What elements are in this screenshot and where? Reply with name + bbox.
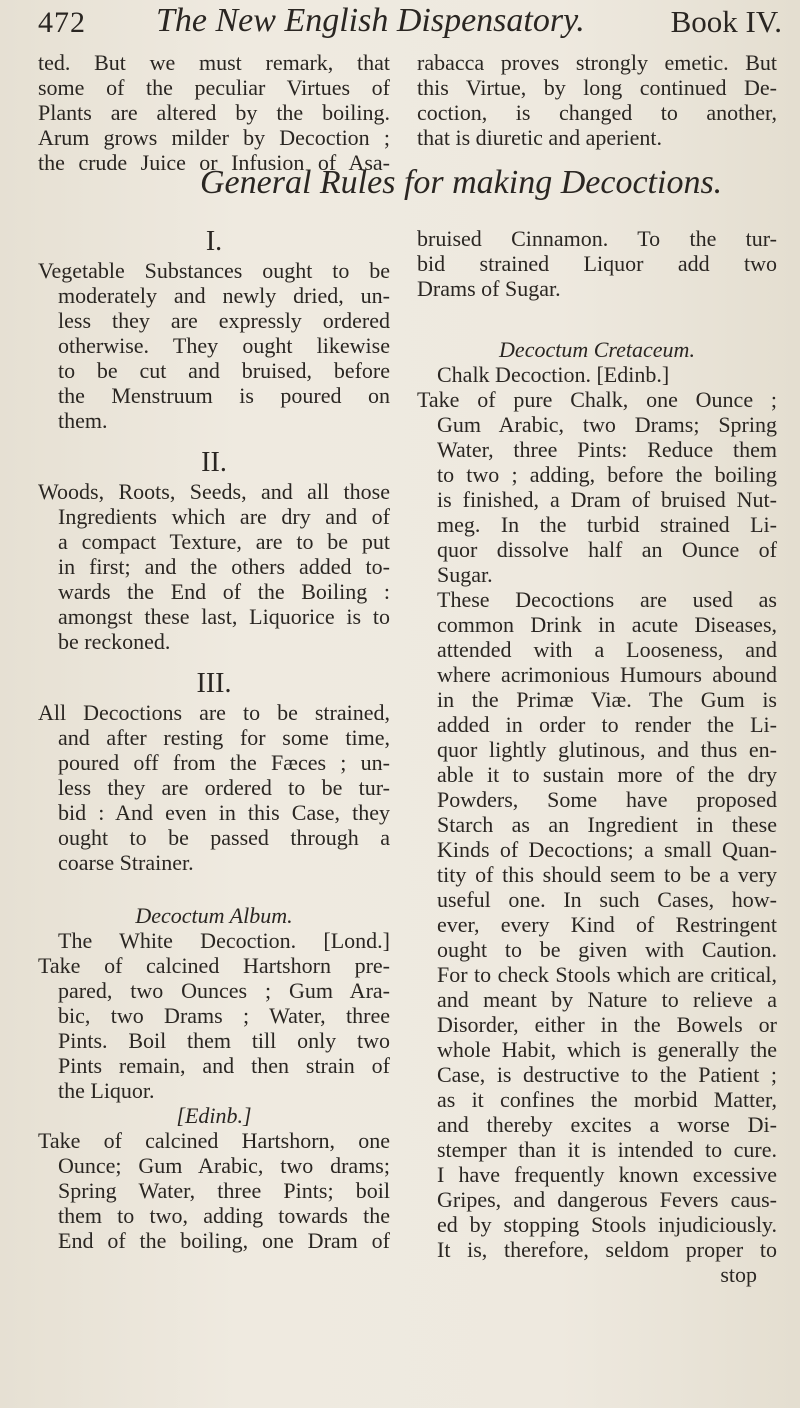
text-line: Water, three Pints: Reduce them	[437, 437, 777, 462]
text-line: For to check Stools which are critical,	[437, 962, 777, 987]
text-line: in the Primæ Viæ. The Gum is	[437, 687, 777, 712]
text-line: less they are ordered to be tur-	[58, 775, 390, 800]
running-title: The New English Dispensatory.	[156, 2, 585, 39]
text-line: Ounce; Gum Arabic, two drams;	[58, 1153, 390, 1178]
text-line: attended with a Looseness, and	[437, 637, 777, 662]
text-line: a compact Texture, are to be put	[58, 529, 390, 554]
text-line: These Decoctions are used as	[437, 587, 777, 612]
text-line: coarse Strainer.	[58, 850, 194, 875]
text-line: moderately and newly dried, un-	[58, 283, 390, 308]
text-line: Disorder, either in the Bowels or	[437, 1012, 777, 1037]
text-line: Ingredients which are dry and of	[58, 504, 390, 529]
text-line: and after resting for some time,	[58, 725, 390, 750]
text-line: coction, is changed to another,	[417, 100, 777, 125]
section-heading: General Rules for making Decoctions.	[200, 164, 723, 201]
text-line: some of the peculiar Virtues of	[38, 75, 390, 100]
text-line: pared, two Ounces ; Gum Ara-	[58, 978, 390, 1003]
text-line: End of the boiling, one Dram of	[58, 1228, 390, 1253]
edinb-label: [Edinb.]	[176, 1103, 252, 1128]
text-line: Drams of Sugar.	[417, 276, 561, 301]
text-line: useful one. In such Cases, how-	[437, 887, 777, 912]
rule-numeral: I.	[205, 226, 223, 257]
text-line: able it to sustain more of the dry	[437, 762, 777, 787]
text-line: bid : And even in this Case, they	[58, 800, 390, 825]
text-line: It is, therefore, seldom proper to	[437, 1237, 777, 1262]
text-line: bic, two Drams ; Water, three	[58, 1003, 390, 1028]
text-line: Case, is destructive to the Patient ;	[437, 1062, 777, 1087]
text-line: where acrimonious Humours abound	[437, 662, 777, 687]
text-line: Take of calcined Hartshorn, one	[38, 1128, 390, 1153]
text-line: Spring Water, three Pints; boil	[58, 1178, 390, 1203]
text-line: quor lightly glutinous, and thus en-	[437, 737, 777, 762]
text-line: be reckoned.	[58, 629, 171, 654]
text-line: ted. But we must remark, that	[38, 50, 390, 75]
text-line: rabacca proves strongly emetic. But	[417, 50, 777, 75]
recipe-title: Decoctum Album.	[135, 903, 293, 928]
text-line: the Menstruum is poured on	[58, 383, 390, 408]
text-line: and thereby excites a worse Di-	[437, 1112, 777, 1137]
text-line: Vegetable Substances ought to be	[38, 258, 390, 283]
book-label: Book IV.	[670, 4, 782, 39]
text-line: to two ; adding, before the boiling	[437, 462, 777, 487]
text-line: I have frequently known excessive	[437, 1162, 777, 1187]
text-line: The White Decoction. [Lond.]	[58, 928, 390, 953]
text-line: ought to be given with Caution.	[437, 937, 777, 962]
page-number: 472	[38, 6, 86, 39]
text-line: that is diuretic and aperient.	[417, 125, 662, 150]
text-line: ought to be passed through a	[58, 825, 390, 850]
text-line: them.	[58, 408, 108, 433]
page-header	[38, 2, 790, 42]
text-line: ever, every Kind of Restringent	[437, 912, 777, 937]
text-line: quor dissolve half an Ounce of	[437, 537, 777, 562]
top-right-text	[417, 50, 777, 150]
text-line: Take of pure Chalk, one Ounce ;	[417, 387, 777, 412]
text-line: Pints. Boil them till only two	[58, 1028, 390, 1053]
text-line: poured off from the Fæces ; un-	[58, 750, 390, 775]
text-line: them to two, adding towards the	[58, 1203, 390, 1228]
text-line: this Virtue, by long continued De-	[417, 75, 777, 100]
text-line: Woods, Roots, Seeds, and all those	[38, 479, 390, 504]
text-line: meg. In the turbid strained Li-	[437, 512, 777, 537]
right-column	[417, 226, 777, 1287]
text-line: Gum Arabic, two Drams; Spring	[437, 412, 777, 437]
text-line: tity of this should seem to be a very	[437, 862, 777, 887]
rule-numeral: II.	[201, 447, 227, 478]
text-line: Take of calcined Hartshorn pre-	[38, 953, 390, 978]
text-line: whole Habit, which is generally the	[437, 1037, 777, 1062]
text-line: stemper than it is intended to cure.	[437, 1137, 777, 1162]
text-line: less they are expressly ordered	[58, 308, 390, 333]
text-line: Kinds of Decoctions; a small Quan-	[437, 837, 777, 862]
text-line: All Decoctions are to be strained,	[38, 700, 390, 725]
text-line: Powders, Some have proposed	[437, 787, 777, 812]
text-line: bid strained Liquor add two	[417, 251, 777, 276]
text-line: the Liquor.	[58, 1078, 155, 1103]
text-line: as it confines the morbid Matter,	[437, 1087, 777, 1112]
text-line: bruised Cinnamon. To the tur-	[417, 226, 777, 251]
text-line: Pints remain, and then strain of	[58, 1053, 390, 1078]
text-line: Starch as an Ingredient in these	[437, 812, 777, 837]
text-line: Arum grows milder by Decoction ;	[38, 125, 390, 150]
text-line: otherwise. They ought likewise	[58, 333, 390, 358]
text-line: Plants are altered by the boiling.	[38, 100, 390, 125]
text-line: Sugar.	[437, 562, 493, 587]
text-line: added in order to render the Li-	[437, 712, 777, 737]
text-line: ed by stopping Stools injudiciously.	[437, 1212, 777, 1237]
recipe-title: Decoctum Cretaceum.	[499, 337, 695, 362]
text-line: the crude Juice or Infusion of Asa-	[38, 150, 390, 175]
rule-numeral: III.	[196, 668, 232, 699]
text-line: in first; and the others added to-	[58, 554, 390, 579]
catchword: stop	[720, 1262, 757, 1287]
left-column	[38, 226, 390, 1253]
text-line: Chalk Decoction. [Edinb.]	[437, 362, 670, 387]
text-line: and meant by Nature to relieve a	[437, 987, 777, 1012]
text-line: wards the End of the Boiling :	[58, 579, 390, 604]
text-line: Gripes, and dangerous Fevers caus-	[437, 1187, 777, 1212]
text-line: amongst these last, Liquorice is to	[58, 604, 390, 629]
top-left-text	[38, 50, 390, 175]
text-line: common Drink in acute Diseases,	[437, 612, 777, 637]
text-line: to be cut and bruised, before	[58, 358, 390, 383]
text-line: is finished, a Dram of bruised Nut-	[437, 487, 777, 512]
